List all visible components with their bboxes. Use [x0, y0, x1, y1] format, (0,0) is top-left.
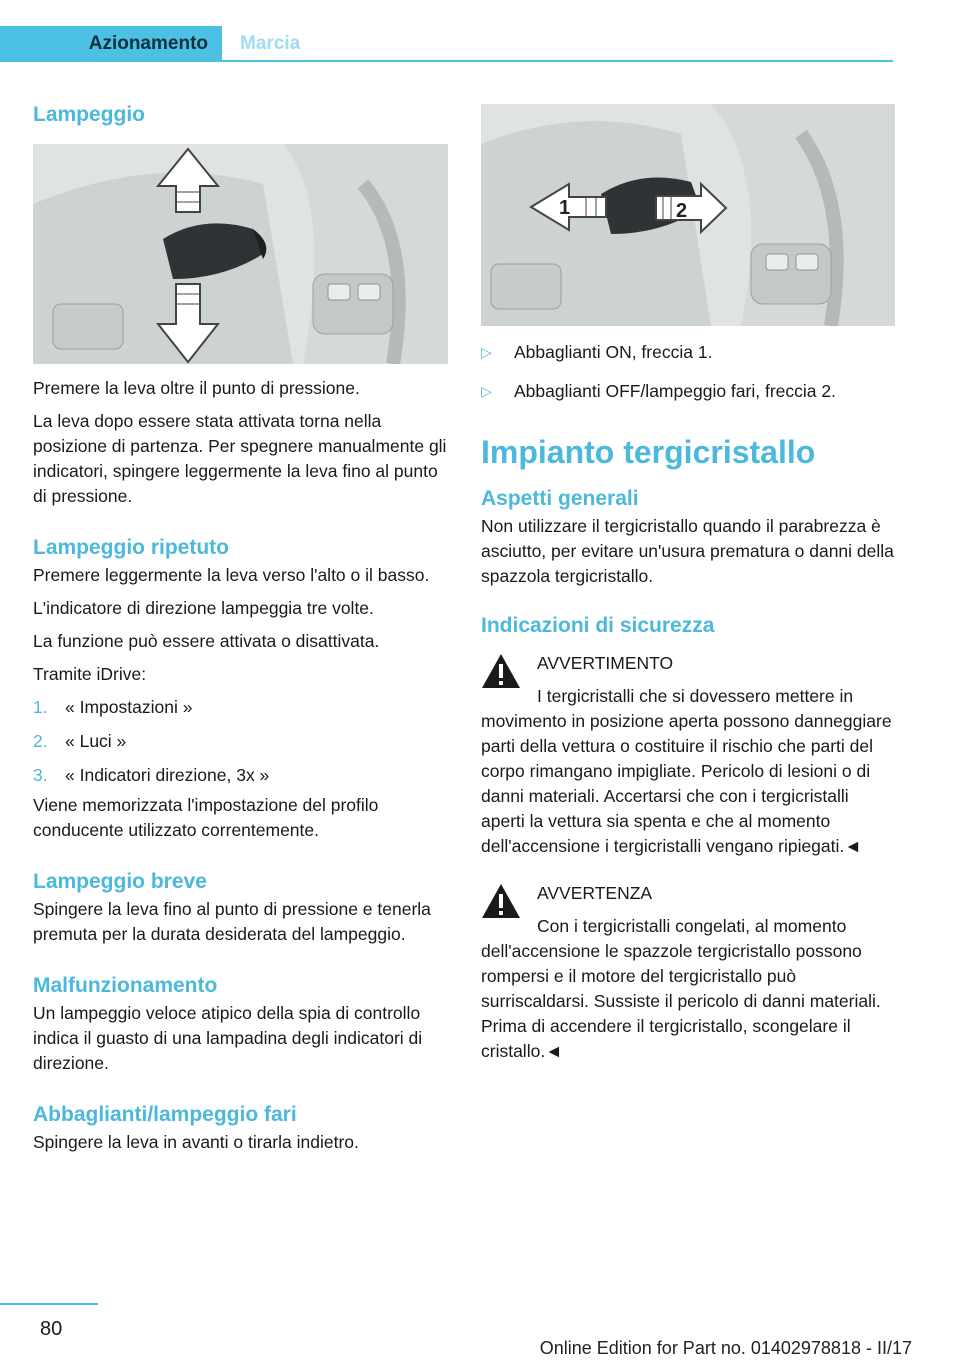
edition-note: Online Edition for Part no. 01402978818 - II/17: [539, 1338, 912, 1358]
warning-text: I tergicristalli che si dovessero mettere in movimento in posizione aperta possono danneggiare parti della vettura o costituire il rischio che parti del corpo rimangano impigliate. Pericolo di lesioni o di danni materiali. Accertarsi che con i tergicristalli aperti la vettura sia spenta e che al momento dell'accensione i tergicristalli vengano ripiegati.◄: [481, 686, 892, 856]
header-rule: [222, 60, 893, 62]
warning-block-2: [481, 881, 895, 1064]
warning-heading: AVVERTIMENTO: [537, 653, 674, 673]
chapter-tabs: [0, 26, 893, 62]
lever-illustration: [33, 144, 448, 364]
text-ripetuto-1: Premere leggermente la leva verso l'alto o il basso.: [33, 565, 430, 585]
right-column: [481, 104, 895, 1064]
tab-marcia[interactable]: Marcia: [240, 33, 301, 54]
text-ripetuto-2: L'indicatore di direzione lampeggia tre volte.: [33, 598, 374, 618]
heading-aspetti-generali: Aspetti generali: [481, 487, 639, 510]
page-number: 80: [40, 1318, 63, 1340]
text-malfunzionamento: Un lampeggio veloce atipico della spia di controllo indica il guasto di una lampadina degli indicatori di direzione.: [33, 1003, 423, 1073]
list-item: 3. « Indicatori direzione, 3x »: [33, 765, 270, 785]
heading-lampeggio-breve: Lampeggio breve: [33, 870, 207, 893]
arrow-label-2: 2: [676, 200, 688, 222]
figure-lever-forward-back: [481, 104, 895, 326]
text-profilo: Viene memorizzata l'impostazione del profilo conducente utilizzato correntemente.: [33, 795, 379, 840]
triangle-bullet-icon: ▷: [481, 383, 492, 399]
warning-text: Con i tergicristalli congelati, al momento dell'accensione le spazzole tergicristallo possono rompersi e il motore del tergicristallo può surriscaldarsi. Sussiste il pericolo di danni materiali. Prima di accendere il tergicristallo, scongelare il cristallo.◄: [481, 916, 881, 1061]
idrive-steps: [33, 695, 448, 788]
heading-impianto-tergicristallo: Impianto tergicristallo: [481, 434, 816, 470]
text-leva-torna: La leva dopo essere stata attivata torna nella posizione di partenza. Per spegnere manualmente gli indicatori, spingere leggermente la leva fino al punto di pressione.: [33, 411, 447, 506]
text-abbaglianti: Spingere la leva in avanti o tirarla indietro.: [33, 1132, 359, 1152]
text-breve: Spingere la leva fino al punto di pressione e tenerla premuta per la durata desiderata del lampeggio.: [33, 899, 431, 944]
text-ripetuto-3: La funzione può essere attivata o disattivata.: [33, 631, 380, 651]
footer-rule: [0, 1303, 98, 1305]
arrow-label-1: 1: [559, 197, 571, 219]
list-item: ▷ Abbaglianti OFF/lampeggio fari, freccia 2.: [481, 379, 895, 404]
text-tramite-idrive: Tramite iDrive:: [33, 664, 147, 684]
text-aspetti: Non utilizzare il tergicristallo quando il parabrezza è asciutto, per evitare un'usura prematura o danni della spazzola tergicristallo.: [481, 516, 894, 586]
list-item: 1. « Impostazioni »: [33, 697, 193, 717]
warning-triangle-icon: [481, 653, 521, 689]
warning-heading: AVVERTENZA: [537, 883, 653, 903]
heading-lampeggio: Lampeggio: [33, 103, 146, 126]
warning-triangle-icon: [481, 883, 521, 919]
heading-abbaglianti: Abbaglianti/lampeggio fari: [33, 1103, 297, 1126]
heading-indicazioni-sicurezza: Indicazioni di sicurezza: [481, 614, 715, 637]
warning-block-1: [481, 651, 895, 859]
figure-lever-up-down: [33, 144, 448, 364]
list-item: 2. « Luci »: [33, 731, 127, 751]
list-item: ▷ Abbaglianti ON, freccia 1.: [481, 340, 895, 365]
triangle-bullet-icon: ▷: [481, 344, 492, 360]
lever-illustration-2: [481, 104, 895, 326]
heading-malfunzionamento: Malfunzionamento: [33, 974, 218, 997]
left-column: [33, 100, 448, 1155]
text-premere-leva: Premere la leva oltre il punto di pressione.: [33, 378, 360, 398]
abbaglianti-bullets: [481, 340, 895, 404]
heading-lampeggio-ripetuto: Lampeggio ripetuto: [33, 536, 229, 559]
tab-azionamento[interactable]: Azionamento: [0, 26, 222, 62]
